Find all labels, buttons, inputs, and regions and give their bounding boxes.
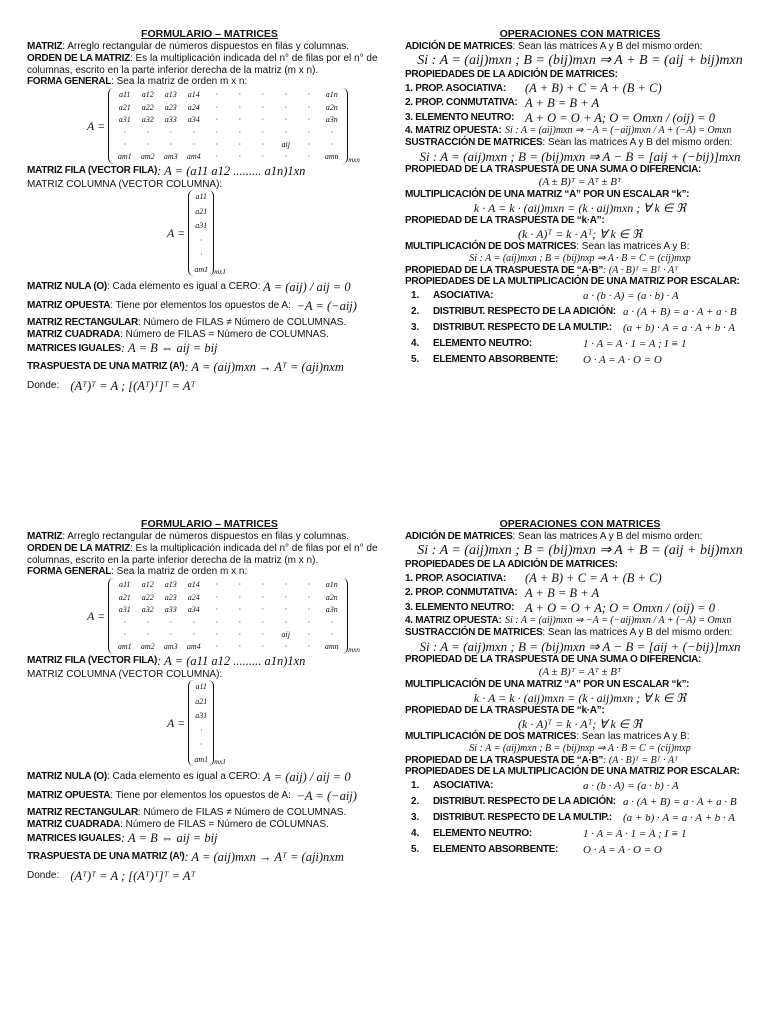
matrix-cell: a13 — [164, 90, 177, 100]
column-matrix: A = a11 a21 a31 · · am1 mx1 — [167, 192, 226, 276]
general-matrix: A = a11 a12 a13 a14 · · · · · a1n a21 a22 a23 a24 · · · · · a2n a31 a32 a33 a34 · · · · · a3n · · · · · · · · · · · · · · · · · aij · · am1 am2 am3 am4 · · · · · amn mxn — [87, 90, 360, 164]
def-matriz-rectangular: MATRIZ RECTANGULAR: Número de FILAS ≠ Número de COLUMNAS. — [27, 317, 347, 329]
def-adicion: ADICIÓN DE MATRICES: Sean las matrices A y B del mismo orden: — [405, 41, 703, 52]
prop-formula: O · A = A · O = O — [583, 843, 662, 856]
prop-formula: a · (b · A) = (a · b) · A — [583, 289, 679, 302]
matrix-cell: · — [284, 152, 287, 162]
prop-formula: O · A = A · O = O — [583, 353, 662, 366]
prop-label: ELEMENTO NEUTRO: — [433, 828, 532, 840]
def-matriz-opuesta: MATRIZ OPUESTA : Tiene por elementos los opuestos de A: −A = (−aij) — [27, 298, 357, 313]
prop-label: DISTRIBUT. RESPECTO DE LA MULTIP.: — [433, 322, 612, 334]
matrix-cell: a3n — [325, 115, 338, 125]
prop-number: 5. — [411, 844, 420, 856]
prop-adicion-title: PROPIEDADES DE LA ADICIÓN DE MATRICES: — [405, 559, 618, 571]
matrix-cell: a21 — [195, 696, 208, 706]
escalar-title: MULTIPLICACIÓN DE UNA MATRIZ “A” POR UN ESCALAR “k”: — [405, 189, 690, 201]
matrix-cell: · — [169, 139, 172, 149]
matrix-cell: a11 — [119, 580, 131, 590]
matrix-cell: · — [123, 127, 126, 137]
matrix-cell: · — [123, 617, 126, 627]
prop-number: 2. — [411, 796, 420, 808]
prop-ab: PROPIEDAD DE LA TRASPUESTA DE “A·B” : (A · B)ᵀ = Bᵀ · Aᵀ — [405, 264, 678, 276]
def-sustraccion: SUSTRACCIÓN DE MATRICES: Sean las matrices A y B del mismo orden: — [405, 137, 733, 149]
prop-escalar-item — [405, 320, 755, 336]
matrix-cell: · — [307, 617, 310, 627]
def-matriz-columna: MATRIZ COLUMNA (VECTOR COLUMNA): — [27, 178, 223, 190]
matrix-cell: am1 — [117, 642, 132, 652]
matrix-cell: · — [307, 115, 310, 125]
def-orden: ORDEN DE LA MATRIZ: Es la multiplicación indicada del n° de filas por el n° de columnas, escrito en la parte inferior derecha de la matriz (m x n). — [27, 542, 378, 566]
matrix-cell: · — [169, 127, 172, 137]
def-matriz-nula: MATRIZ NULA (O) : Cada elemento es igual a CERO: A = (aij) / aij = 0 — [27, 279, 351, 294]
matrix-cell: · — [215, 139, 218, 149]
formula-sustraccion: Si : A = (aij)mxn ; B = (bij)mxn ⇒ A − B = [aij + (−bij)]mxn — [419, 638, 741, 654]
prop-label: ASOCIATIVA: — [433, 290, 494, 302]
prop-adicion-title: PROPIEDADES DE LA ADICIÓN DE MATRICES: — [405, 69, 618, 81]
matrix-cell: a31 — [118, 115, 131, 125]
matrix-cell: · — [215, 127, 218, 137]
prop-opuesta: 4. MATRIZ OPUESTA: Si : A = (aij)mxn ⇒ −A = (−aij)mxn / A + (−A) = Omxn — [405, 125, 732, 137]
matrix-cell: · — [307, 642, 310, 652]
sheet-bottom — [0, 518, 768, 1018]
def-matriz-opuesta: MATRIZ OPUESTA : Tiene por elementos los opuestos de A: −A = (−aij) — [27, 788, 357, 803]
matrix-cell: · — [307, 592, 310, 602]
column-matrix: A = a11 a21 a31 · · am1 mx1 — [167, 682, 226, 766]
matrix-cell: a34 — [187, 115, 200, 125]
matrix-cell: · — [261, 605, 264, 615]
matrix-cell: a31 — [118, 605, 131, 615]
matrix-cell: a14 — [187, 580, 200, 590]
def-donde: Donde: (Aᵀ)ᵀ = A ; [(Aᵀ)ᵀ]ᵀ = Aᵀ — [27, 868, 196, 883]
matrix-cell: · — [146, 139, 149, 149]
matrix-cell: a31 — [195, 221, 208, 231]
matrix-cell: a11 — [119, 90, 131, 100]
column-matrix-cells — [193, 192, 209, 274]
def-matriz-nula: MATRIZ NULA (O) : Cada elemento es igual a CERO: A = (aij) / aij = 0 — [27, 769, 351, 784]
matrix-cell: · — [200, 725, 203, 735]
matrix-cell: a22 — [141, 102, 154, 112]
prop-label: DISTRIBUT. RESPECTO DE LA MULTIP.: — [433, 812, 612, 824]
matrix-cell: · — [307, 605, 310, 615]
prop-escalar-item — [405, 826, 755, 842]
general-matrix-grid — [113, 580, 343, 652]
matrix-cell: · — [261, 127, 264, 137]
matrix-cell: · — [169, 617, 172, 627]
matrix-cell: am1 — [194, 264, 209, 274]
matrix-cell: am3 — [163, 152, 178, 162]
matrix-cell: am2 — [140, 152, 155, 162]
matrix-cell: · — [146, 629, 149, 639]
def-forma-general: FORMA GENERAL: Sea la matriz de orden m x n: — [27, 76, 248, 88]
matrix-cell: a34 — [187, 605, 200, 615]
matrix-cell: · — [284, 102, 287, 112]
prop-formula: (a + b) · A = a · A + b · A — [623, 811, 736, 824]
matrix-cell: · — [238, 592, 241, 602]
matrix-cell: · — [284, 127, 287, 137]
matrix-cell: · — [284, 605, 287, 615]
prop-formula: a · (b · A) = (a · b) · A — [583, 779, 679, 792]
matrix-cell: a21 — [118, 592, 131, 602]
prop-formula: 1 · A = A · 1 = A ; I ≡ 1 — [583, 337, 687, 350]
right-column — [405, 28, 755, 368]
formula-adicion: Si : A = (aij)mxn ; B = (bij)mxn ⇒ A + B = (aij + bij)mxn — [417, 52, 743, 68]
matrix-cell: a11 — [195, 682, 207, 692]
def-adicion: ADICIÓN DE MATRICES: Sean las matrices A y B del mismo orden: — [405, 531, 703, 542]
prop-number: 4. — [411, 828, 420, 840]
matrix-cell: a1n — [325, 580, 338, 590]
def-orden: ORDEN DE LA MATRIZ: Es la multiplicación indicada del n° de filas por el n° de columnas, escrito en la parte inferior derecha de la matriz (m x n). — [27, 52, 378, 76]
matrix-cell: · — [330, 629, 333, 639]
prop-escalar-item — [405, 810, 755, 826]
matrix-cell: · — [284, 115, 287, 125]
matrix-cell: a2n — [325, 592, 338, 602]
matrix-cell: · — [146, 617, 149, 627]
matrix-cell: · — [307, 127, 310, 137]
formula-suma-traspuesta: (A ± B)ᵀ = Aᵀ ± Bᵀ — [538, 176, 622, 189]
matrix-cell: a11 — [195, 192, 207, 202]
matrix-cell: a2n — [325, 102, 338, 112]
def-matrices-iguales: MATRICES IGUALES : A = B ⇔ aij = bij — [27, 831, 218, 846]
matrix-cell: a32 — [141, 115, 154, 125]
matrix-cell: · — [192, 617, 195, 627]
prop-label: ELEMENTO NEUTRO: — [433, 338, 532, 350]
matrix-cell: · — [200, 740, 203, 750]
matrix-cell: · — [200, 235, 203, 245]
matrix-cell: a24 — [187, 592, 200, 602]
matrix-cell: · — [284, 580, 287, 590]
matrix-cell: · — [238, 617, 241, 627]
matrix-cell: · — [284, 642, 287, 652]
prop-suma-title: PROPIEDAD DE LA TRASPUESTA DE UNA SUMA O DIFERENCIA: — [405, 654, 702, 666]
matrix-cell: a23 — [164, 592, 177, 602]
def-traspuesta: TRASPUESTA DE UNA MATRIZ (Aᵗ) : A = (aij)mxn → Aᵀ = (aji)nxm — [27, 849, 344, 864]
prop-number: 5. — [411, 354, 420, 366]
matrix-cell: · — [215, 617, 218, 627]
matrix-cell: · — [215, 605, 218, 615]
column-matrix-cells — [193, 682, 209, 764]
matrix-cell: · — [169, 629, 172, 639]
matrix-cell: · — [238, 152, 241, 162]
prop-neutro: 3. ELEMENTO NEUTRO: A + O = O + A; O = Omxn / (oij) = 0 — [405, 600, 715, 615]
matrix-cell: · — [215, 642, 218, 652]
formula-escalar: k · A = k · (aij)mxn = (k · aij)mxn ; ∀ k ∈ ℜ — [473, 690, 687, 705]
matrix-cell: · — [123, 629, 126, 639]
prop-escalar-title: PROPIEDADES DE LA MULTIPLICACIÓN DE UNA MATRIZ POR ESCALAR: — [405, 276, 740, 288]
prop-label: ELEMENTO ABSORBENTE: — [433, 354, 559, 366]
right-title: OPERACIONES CON MATRICES — [499, 28, 661, 40]
matrix-cell: · — [284, 90, 287, 100]
matrix-cell: · — [215, 592, 218, 602]
matrix-cell: · — [200, 250, 203, 260]
formula-ka: (k · A)ᵀ = k · Aᵀ; ∀ k ∈ ℜ — [518, 716, 642, 731]
matrix-cell: · — [261, 90, 264, 100]
prop-conmutativa: 2. PROP. CONMUTATIVA: A + B = B + A — [405, 95, 600, 110]
matrix-cell: a23 — [164, 102, 177, 112]
left-title: FORMULARIO – MATRICES — [141, 28, 278, 40]
matrix-cell: · — [238, 629, 241, 639]
matrix-cell: · — [238, 115, 241, 125]
matrix-cell: a21 — [195, 206, 208, 216]
prop-opuesta: 4. MATRIZ OPUESTA: Si : A = (aij)mxn ⇒ −A = (−aij)mxn / A + (−A) = Omxn — [405, 615, 732, 627]
prop-ka-title: PROPIEDAD DE LA TRASPUESTA DE “k·A”: — [405, 215, 605, 226]
matrix-cell: amn — [324, 152, 339, 162]
matrix-cell: amn — [324, 642, 339, 652]
matrix-cell: · — [307, 580, 310, 590]
prop-escalar-item — [405, 794, 755, 810]
matrix-cell: · — [192, 139, 195, 149]
matrix-cell: am2 — [140, 642, 155, 652]
matrix-cell: aij — [281, 629, 290, 639]
matrix-cell: a3n — [325, 605, 338, 615]
def-matriz-cuadrada: MATRIZ CUADRADA: Número de FILAS = Número de COLUMNAS. — [27, 329, 329, 341]
matrix-cell: · — [215, 580, 218, 590]
matrix-cell: a13 — [164, 580, 177, 590]
def-donde: Donde: (Aᵀ)ᵀ = A ; [(Aᵀ)ᵀ]ᵀ = Aᵀ — [27, 378, 196, 393]
matrix-cell: · — [284, 617, 287, 627]
matrix-cell: am3 — [163, 642, 178, 652]
matrix-cell: am4 — [186, 152, 201, 162]
matrix-cell: a14 — [187, 90, 200, 100]
matrix-cell: · — [215, 152, 218, 162]
matrix-cell: a24 — [187, 102, 200, 112]
general-matrix: A = a11 a12 a13 a14 · · · · · a1n a21 a22 a23 a24 · · · · · a2n a31 a32 a33 a34 · · · · · a3n · · · · · · · · · · · · · · · · · aij · · am1 am2 am3 am4 · · · · · amn mxn — [87, 580, 360, 654]
prop-number: 1. — [411, 780, 420, 792]
matrix-cell: · — [307, 139, 310, 149]
matrix-cell: a33 — [164, 605, 177, 615]
left-title: FORMULARIO – MATRICES — [141, 518, 278, 530]
prop-ab: PROPIEDAD DE LA TRASPUESTA DE “A·B” : (A · B)ᵀ = Bᵀ · Aᵀ — [405, 754, 678, 766]
prop-label: DISTRIBUT. RESPECTO DE LA ADICIÓN: — [433, 306, 616, 318]
prop-asociativa: 1. PROP. ASOCIATIVA: (A + B) + C = A + (B + C) — [405, 81, 662, 96]
matrix-cell: · — [261, 115, 264, 125]
matrix-cell: · — [307, 629, 310, 639]
matrix-cell: a31 — [195, 711, 208, 721]
formula-suma-traspuesta: (A ± B)ᵀ = Aᵀ ± Bᵀ — [538, 666, 622, 679]
prop-formula: 1 · A = A · 1 = A ; I ≡ 1 — [583, 827, 687, 840]
matrix-cell: · — [261, 102, 264, 112]
def-matriz-cuadrada: MATRIZ CUADRADA: Número de FILAS = Número de COLUMNAS. — [27, 819, 329, 831]
matrix-cell: · — [238, 127, 241, 137]
matrix-cell: · — [238, 90, 241, 100]
matrix-cell: · — [330, 139, 333, 149]
formula-escalar: k · A = k · (aij)mxn = (k · aij)mxn ; ∀ k ∈ ℜ — [473, 200, 687, 215]
prop-ka-title: PROPIEDAD DE LA TRASPUESTA DE “k·A”: — [405, 705, 605, 716]
def-matriz: MATRIZ: Arreglo rectangular de números dispuestos en filas y columnas. — [27, 41, 350, 52]
prop-formula: (a + b) · A = a · A + b · A — [623, 321, 736, 334]
def-multiplicacion: MULTIPLICACIÓN DE DOS MATRICES: Sean las matrices A y B: — [405, 240, 690, 252]
prop-escalar-item — [405, 352, 755, 368]
prop-conmutativa: 2. PROP. CONMUTATIVA: A + B = B + A — [405, 585, 600, 600]
matrix-cell: · — [238, 642, 241, 652]
def-matriz-fila: MATRIZ FILA (VECTOR FILA) : A = (a11 a12 ......... a1n)1xn — [27, 163, 306, 178]
sheet-top — [0, 28, 768, 528]
formula-ka: (k · A)ᵀ = k · Aᵀ; ∀ k ∈ ℜ — [518, 226, 642, 241]
matrix-cell: · — [307, 102, 310, 112]
matrix-cell: · — [215, 102, 218, 112]
matrix-cell: a32 — [141, 605, 154, 615]
matrix-cell: am1 — [194, 754, 209, 764]
prop-escalar-item — [405, 778, 755, 794]
matrix-cell: a22 — [141, 592, 154, 602]
prop-label: DISTRIBUT. RESPECTO DE LA ADICIÓN: — [433, 796, 616, 808]
def-sustraccion: SUSTRACCIÓN DE MATRICES: Sean las matrices A y B del mismo orden: — [405, 627, 733, 639]
prop-escalar-item — [405, 336, 755, 352]
matrix-cell: a12 — [141, 580, 154, 590]
matrix-cell: a1n — [325, 90, 338, 100]
prop-formula: a · (A + B) = a · A + a · B — [623, 795, 737, 808]
prop-number: 4. — [411, 338, 420, 350]
matrix-cell: · — [261, 617, 264, 627]
formula-adicion: Si : A = (aij)mxn ; B = (bij)mxn ⇒ A + B = (aij + bij)mxn — [417, 542, 743, 558]
matrix-cell: · — [261, 139, 264, 149]
matrix-cell: · — [261, 642, 264, 652]
matrix-cell: · — [238, 139, 241, 149]
matrix-cell: · — [238, 580, 241, 590]
prop-label: ASOCIATIVA: — [433, 780, 494, 792]
matrix-cell: a21 — [118, 102, 131, 112]
right-column — [405, 518, 755, 858]
matrix-cell: · — [215, 629, 218, 639]
matrix-cell: · — [261, 580, 264, 590]
matrix-cell: · — [307, 90, 310, 100]
formula-sustraccion: Si : A = (aij)mxn ; B = (bij)mxn ⇒ A − B = [aij + (−bij)]mxn — [419, 148, 741, 164]
prop-number: 3. — [411, 812, 420, 824]
prop-number: 2. — [411, 306, 420, 318]
matrix-cell: · — [330, 127, 333, 137]
matrix-cell: · — [307, 152, 310, 162]
prop-escalar-list — [405, 778, 755, 858]
matrix-cell: · — [261, 629, 264, 639]
left-column — [27, 28, 392, 393]
prop-label: ELEMENTO ABSORBENTE: — [433, 844, 559, 856]
formula-multiplicacion: Si : A = (aij)mxn ; B = (bij)nxp ⇒ A · B = C = (cij)mxp — [469, 742, 691, 754]
escalar-title: MULTIPLICACIÓN DE UNA MATRIZ “A” POR UN ESCALAR “k”: — [405, 679, 690, 691]
prop-escalar-title: PROPIEDADES DE LA MULTIPLICACIÓN DE UNA MATRIZ POR ESCALAR: — [405, 766, 740, 778]
def-matriz: MATRIZ: Arreglo rectangular de números dispuestos en filas y columnas. — [27, 531, 350, 542]
matrix-cell: · — [192, 127, 195, 137]
matrix-cell: · — [215, 90, 218, 100]
prop-asociativa: 1. PROP. ASOCIATIVA: (A + B) + C = A + (B + C) — [405, 571, 662, 586]
matrix-cell: · — [261, 152, 264, 162]
prop-escalar-item — [405, 288, 755, 304]
prop-escalar-item — [405, 304, 755, 320]
def-matriz-rectangular: MATRIZ RECTANGULAR: Número de FILAS ≠ Número de COLUMNAS. — [27, 807, 347, 819]
matrix-cell: a33 — [164, 115, 177, 125]
def-matriz-columna: MATRIZ COLUMNA (VECTOR COLUMNA): — [27, 668, 223, 680]
prop-suma-title: PROPIEDAD DE LA TRASPUESTA DE UNA SUMA O DIFERENCIA: — [405, 164, 702, 176]
matrix-cell: · — [238, 102, 241, 112]
matrix-cell: · — [330, 617, 333, 627]
right-title: OPERACIONES CON MATRICES — [499, 518, 661, 530]
matrix-cell: a12 — [141, 90, 154, 100]
matrix-cell: · — [284, 592, 287, 602]
prop-escalar-list — [405, 288, 755, 368]
prop-neutro: 3. ELEMENTO NEUTRO: A + O = O + A; O = Omxn / (oij) = 0 — [405, 110, 715, 125]
prop-number: 1. — [411, 290, 420, 302]
matrix-cell: am1 — [117, 152, 132, 162]
matrix-cell: · — [192, 629, 195, 639]
matrix-cell: · — [215, 115, 218, 125]
matrix-cell: · — [261, 592, 264, 602]
def-matriz-fila: MATRIZ FILA (VECTOR FILA) : A = (a11 a12 ......... a1n)1xn — [27, 653, 306, 668]
prop-number: 3. — [411, 322, 420, 334]
def-traspuesta: TRASPUESTA DE UNA MATRIZ (Aᵗ) : A = (aij)mxn → Aᵀ = (aji)nxm — [27, 359, 344, 374]
matrix-cell: aij — [281, 139, 290, 149]
formula-multiplicacion: Si : A = (aij)mxn ; B = (bij)nxp ⇒ A · B = C = (cij)mxp — [469, 252, 691, 264]
matrix-cell: am4 — [186, 642, 201, 652]
prop-escalar-item — [405, 842, 755, 858]
def-matrices-iguales: MATRICES IGUALES : A = B ⇔ aij = bij — [27, 341, 218, 356]
matrix-cell: · — [123, 139, 126, 149]
def-multiplicacion: MULTIPLICACIÓN DE DOS MATRICES: Sean las matrices A y B: — [405, 730, 690, 742]
matrix-cell: · — [238, 605, 241, 615]
matrix-cell: · — [146, 127, 149, 137]
def-forma-general: FORMA GENERAL: Sea la matriz de orden m x n: — [27, 566, 248, 578]
left-column — [27, 518, 392, 883]
prop-formula: a · (A + B) = a · A + a · B — [623, 305, 737, 318]
general-matrix-grid — [113, 90, 343, 162]
